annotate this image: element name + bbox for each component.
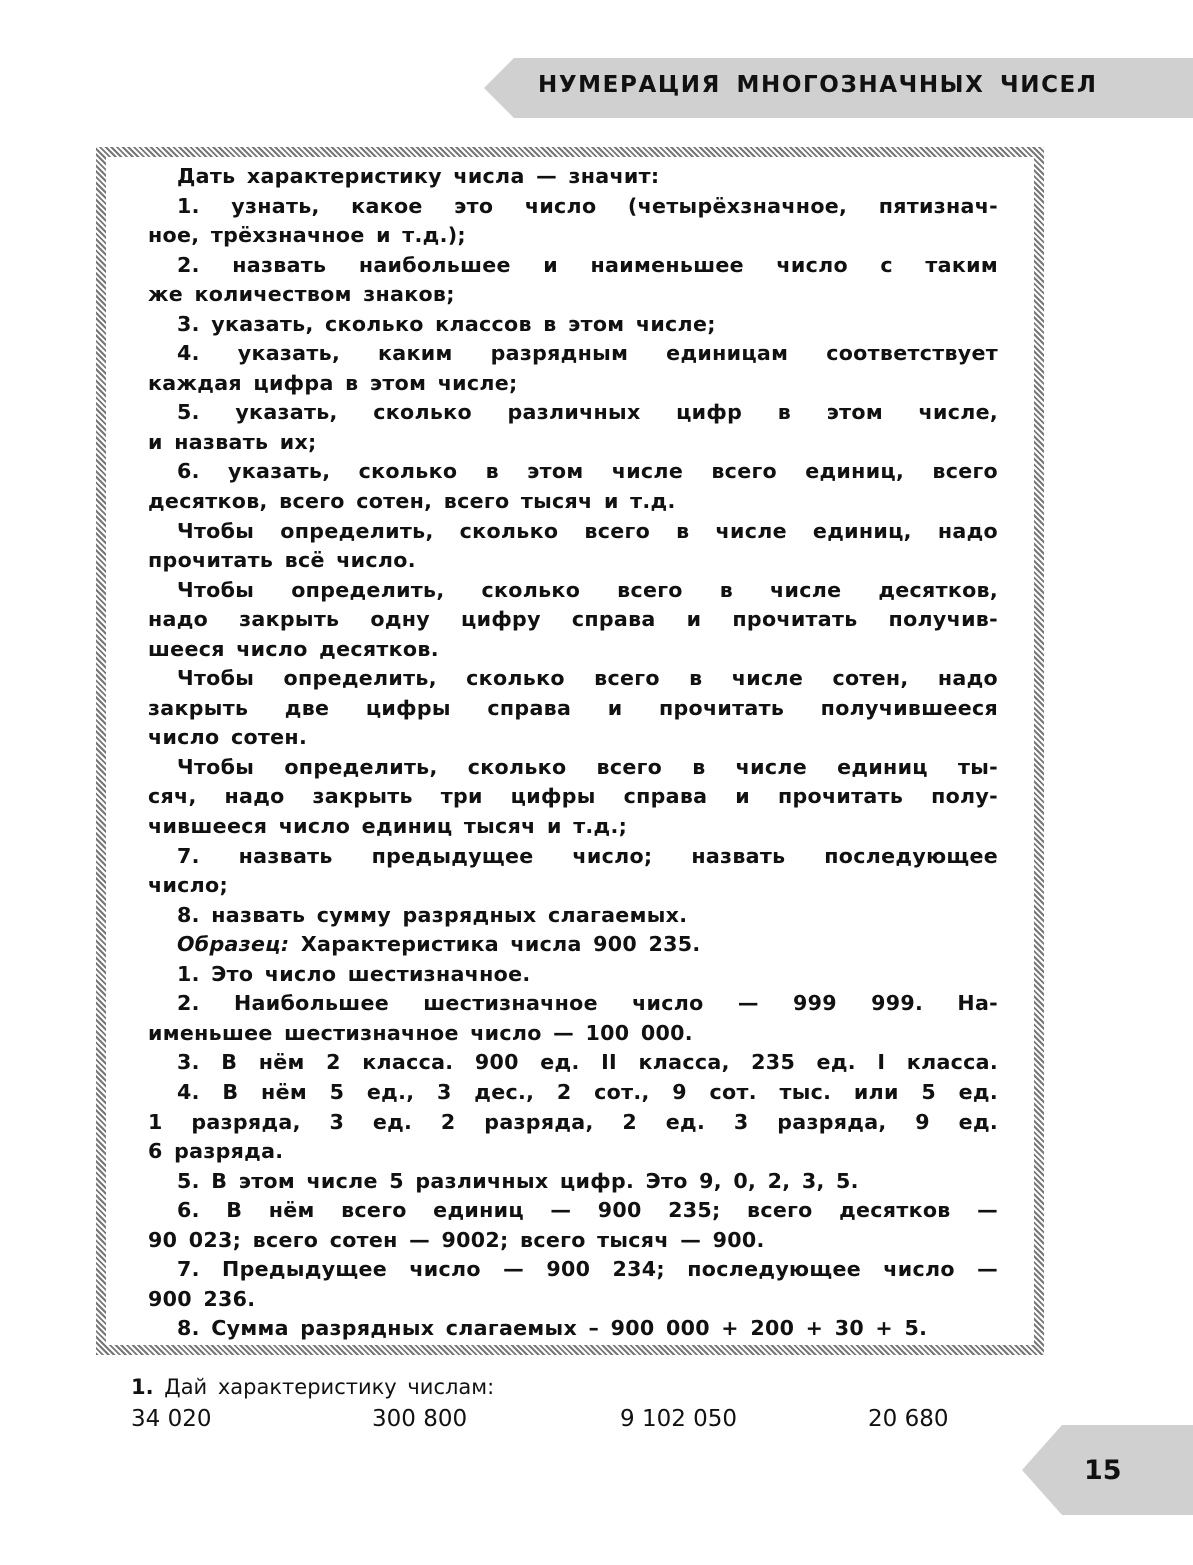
- page-number: 15: [1084, 1455, 1122, 1486]
- rule-line: 1. Это число шестизначное.: [177, 961, 531, 986]
- rule-line: 6. указать, сколько в этом числе всего единиц, всего: [177, 459, 998, 484]
- task-text: Дай характеристику числам:: [164, 1375, 495, 1399]
- rule-line: 7. Предыдущее число — 900 234; последующее число —: [177, 1257, 998, 1282]
- rule-line: 2. Наибольшее шестизначное число — 999 999. На-: [177, 991, 998, 1016]
- rule-line: 2. назвать наибольшее и наименьшее число с таким: [177, 252, 998, 277]
- rule-line: каждая цифра в этом числе;: [148, 370, 518, 395]
- rule-line: 4. указать, каким разрядным единицам соответствует: [177, 341, 998, 366]
- rule-line: 1. узнать, какое это число (четырёхзначное, пятизнач-: [177, 193, 998, 218]
- rule-line: шееся число десятков.: [148, 636, 439, 661]
- rule-line: 5. указать, сколько различных цифр в этом числе,: [177, 400, 998, 425]
- rule-line: 7. назвать предыдущее число; назвать последующее: [177, 843, 998, 868]
- rule-line: ное, трёхзначное и т.д.);: [148, 223, 466, 248]
- rule-box: [148, 162, 998, 1344]
- task-prompt: [131, 1375, 494, 1399]
- rule-line: Чтобы определить, сколько всего в числе десятков,: [177, 577, 998, 602]
- rule-line: и назвать их;: [148, 429, 317, 454]
- rule-line: надо закрыть одну цифру справа и прочитать получив-: [148, 607, 998, 632]
- example-heading: Образец: Характеристика числа 900 235.: [177, 932, 701, 957]
- rule-line: десятков, всего сотен, всего тысяч и т.д.: [148, 489, 676, 514]
- rule-line: 90 023; всего сотен — 9002; всего тысяч — 900.: [148, 1227, 765, 1252]
- rule-line: 5. В этом числе 5 различных цифр. Это 9, 0, 2, 3, 5.: [177, 1168, 859, 1193]
- rule-line: 3. В нём 2 класса. 900 ед. II класса, 235 ед. I класса.: [177, 1050, 998, 1075]
- task-number-value: 20 680: [868, 1406, 949, 1432]
- rule-line: число сотен.: [148, 725, 308, 750]
- rule-line: 3. указать, сколько классов в этом числе;: [177, 311, 716, 336]
- task-number-value: 9 102 050: [620, 1406, 738, 1432]
- rule-line: 1 разряда, 3 ед. 2 разряда, 2 ед. 3 разряда, 9 ед.: [148, 1109, 998, 1134]
- rule-line: прочитать всё число.: [148, 548, 416, 573]
- rule-line: 900 236.: [148, 1286, 256, 1311]
- task-number-value: 300 800: [372, 1406, 468, 1432]
- rule-line: 6 разряда.: [148, 1139, 284, 1164]
- rule-line: число;: [148, 873, 229, 898]
- rule-line: 4. В нём 5 ед., 3 дес., 2 сот., 9 сот. тыс. или 5 ед.: [177, 1079, 998, 1104]
- task-number: 1.: [131, 1375, 154, 1399]
- rule-line: 8. Сумма разрядных слагаемых – 900 000 + 200 + 30 + 5.: [177, 1316, 928, 1341]
- rule-line: чившееся число единиц тысяч и т.д.;: [148, 814, 628, 839]
- rule-line: 6. В нём всего единиц — 900 235; всего десятков —: [177, 1198, 998, 1223]
- rule-line: же количеством знаков;: [148, 282, 455, 307]
- rule-line: Чтобы определить, сколько всего в числе единиц ты-: [177, 754, 998, 779]
- task-number-value: 34 020: [131, 1406, 212, 1432]
- page-header-title: НУМЕРАЦИЯ МНОГОЗНАЧНЫХ ЧИСЕЛ: [538, 72, 1098, 98]
- rule-line: закрыть две цифры справа и прочитать получившееся: [148, 695, 998, 720]
- rule-line: Чтобы определить, сколько всего в числе сотен, надо: [177, 666, 998, 691]
- rule-line: именьшее шестизначное число — 100 000.: [148, 1020, 693, 1045]
- rule-line: Дать характеристику числа — значит:: [177, 164, 660, 188]
- rule-line: Чтобы определить, сколько всего в числе единиц, надо: [177, 518, 998, 543]
- example-label: Образец:: [177, 932, 290, 957]
- rule-line: сяч, надо закрыть три цифры справа и прочитать полу-: [148, 784, 998, 809]
- rule-line: 8. назвать сумму разрядных слагаемых.: [177, 902, 688, 927]
